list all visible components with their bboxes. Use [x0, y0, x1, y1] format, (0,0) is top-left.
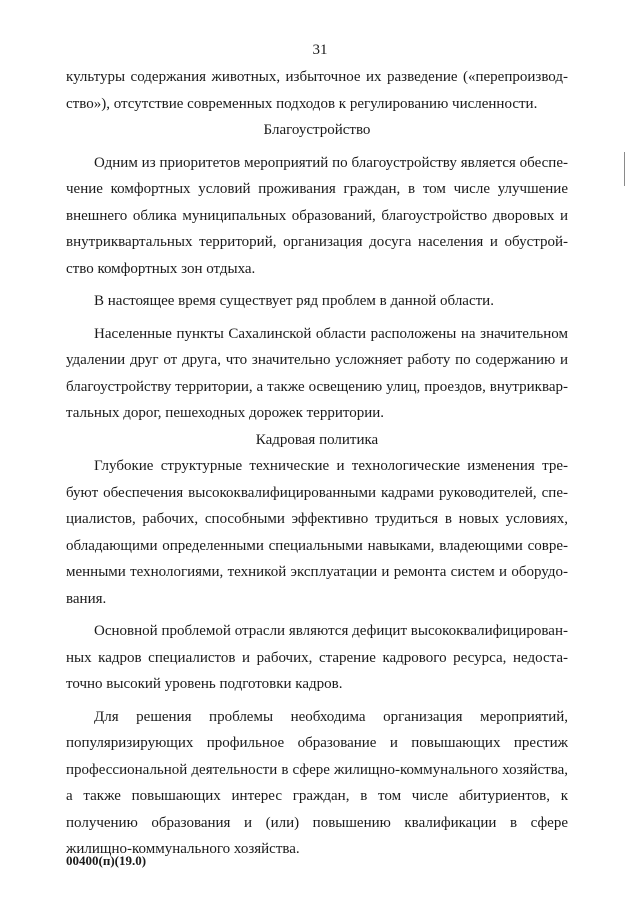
page-number: 31	[312, 42, 328, 58]
paragraph-settlements: Населенные пункты Сахалинской области расположены на значительном удалении друг от друга, что значительно усложняет работу по содержанию и благоустройству территории, а также освещению улиц, проездов, внутриквартальных дорог, пешеходных дорожек территории.	[66, 325, 568, 421]
document-body	[66, 64, 568, 863]
paragraph-main-problem: Основной проблемой отрасли являются дефицит высококвалифицированных кадров специалистов и рабочих, старение кадрового ресурса, недостаточно высокий уровень подготовки кадров.	[66, 623, 568, 692]
paragraph-improvement-priorities: Одним из приоритетов мероприятий по благоустройству является обеспечение комфортных условий проживания граждан, в том числе улучшение внешнего облика муниципальных образований, благоустройство дворовых и внутриквартальных территорий, организация досуга населения и обустройство комфортных зон отдыха.	[66, 154, 568, 277]
section-heading-improvement: Благоустройство	[263, 122, 371, 138]
section-heading-personnel-policy: Кадровая политика	[255, 431, 379, 448]
document-code: 00400(п)(19.0)	[66, 853, 147, 868]
paragraph-solution: Для решения проблемы необходима организация мероприятий, популяризирующих профильное образование и повышающих престиж профессиональной деятельности в сфере жилищно-коммунального хозяйства, а также повышающих интерес граждан, в том числе абитуриентов, к получению образования и (или) повышению квалификации в сфере жилищно-коммунального хозяйства.	[66, 708, 568, 857]
margin-mark	[624, 152, 625, 186]
paragraph-continued: культуры содержания животных, избыточное их разведение («перепроизводство»), отсутствие современных подходов к регулированию численности.	[66, 69, 568, 112]
paragraph-current-problems: В настоящее время существует ряд проблем в данной области.	[94, 293, 494, 309]
paragraph-structural-changes: Глубокие структурные технические и технологические изменения требуют обеспечения высококвалифицированными кадрами руководителей, специалистов, рабочих, способными эффективно трудиться в новых условиях, обладающими определенными специальными навыками, владеющими современными технологиями, техникой эксплуатации и ремонта систем и оборудования.	[66, 458, 568, 607]
